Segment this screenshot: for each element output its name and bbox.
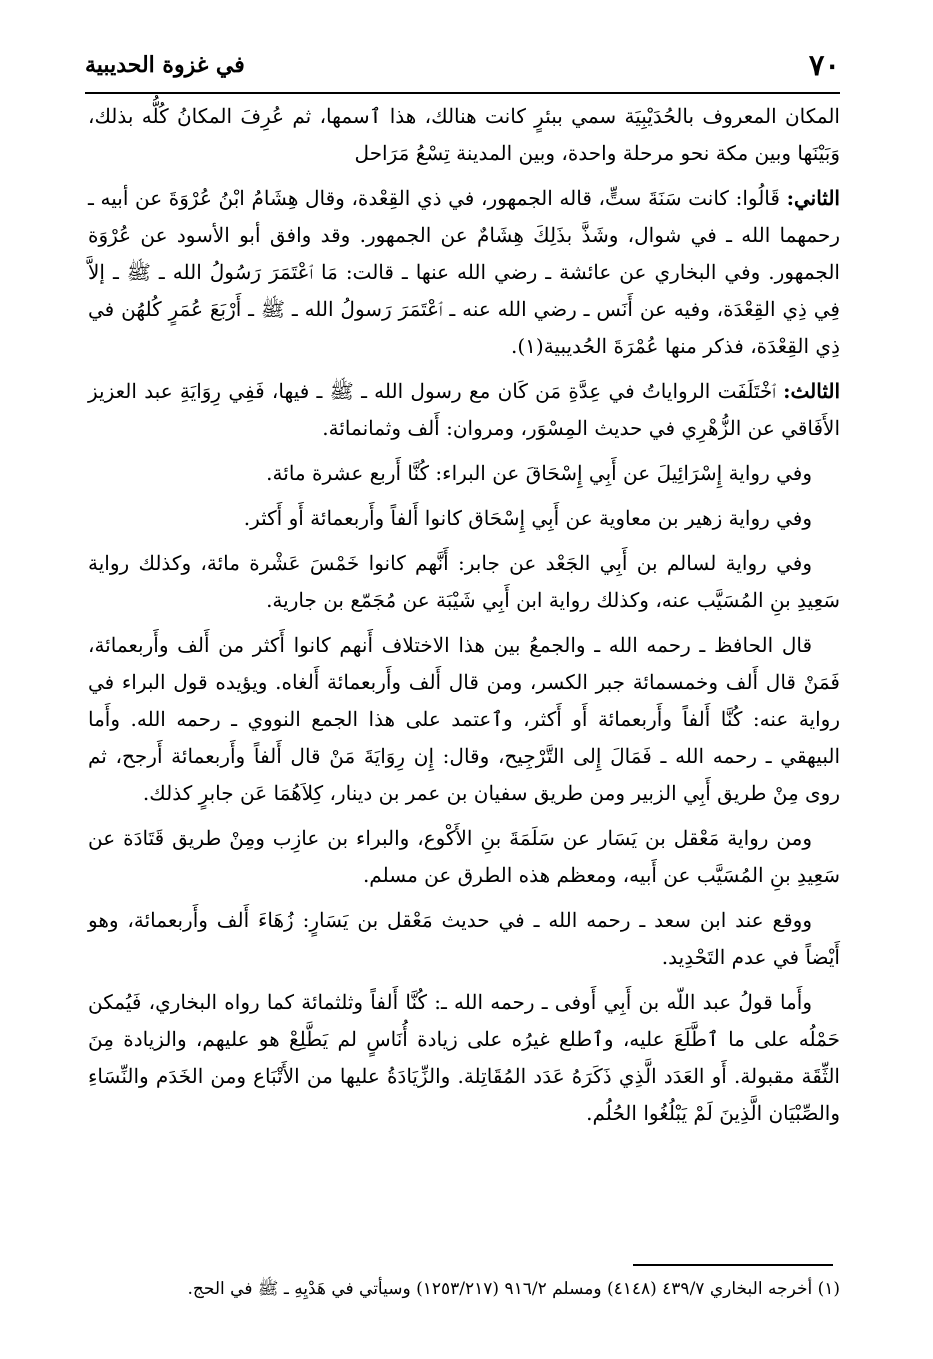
- paragraph-5: [88, 500, 840, 537]
- paragraph-text: وفي رواية زهير بن معاوية عن أَبِي إِسْحَاق كانوا أَلفاً وأَربعمائة أَو أَكثر.: [243, 506, 812, 530]
- paragraph-6: [88, 545, 840, 619]
- paragraph-text: المكان المعروف بالحُدَيْبِيَة سمي ببئرٍ كانت هنالك، هذا ٱسمها، ثم عُرِفَ المكانُ كُلُّه بذلك، وَبَيْنَها وبين مكة نحو مرحلة واحدة، وبين المدينة تِسْعُ مَرَاحل: [88, 104, 840, 165]
- paragraph-text: ووقع عند ابن سعد ـ رحمه الله ـ في حديث مَعْقل بن يَسَارٍ: زُهَاءَ أَلف وأَربعمائة، وهو أَيْضاً في عدم التَحْدِيد.: [88, 908, 840, 969]
- paragraph-9: [88, 902, 840, 976]
- paragraph-text: قال الحافظ ـ رحمه الله ـ والجمعُ بين هذا الاختلاف أَنهم كانوا أَكثر من أَلف وأَربعمائة، فَمَنْ قال أَلف وخمسمائة جبر الكسر، ومن قال أَلف وأَربعمائة أَلغاه. ويؤيده قول البراء في رواية عنه: كُنَّا أَلفاً وأَربعمائة أَو أَكثر، وٱعتمد على هذا الجمع النووي ـ رحمه الله. وأَما البيهقي ـ رحمه الله ـ فَمَالَ إِلى التَّرْجِيح، وقال: إِن رِوَايَةَ مَنْ قال أَلفاً وأَربعمائة أَرجح، ثم روى مِنْ طريق أَبِي الزبير ومن طريق سفيان بن عمر بن دينار، كِلاَهُمَا عَن جابرٍ كذلك.: [88, 633, 840, 805]
- paragraph-1: [88, 98, 840, 172]
- body-text: [88, 98, 840, 1140]
- paragraph-lead: الثالث:: [783, 379, 841, 403]
- paragraph-text: ٱخْتَلَفَت الرواياتُ في عِدَّةِ مَن كَان مع رسول الله ـ ﷺ ـ فيها، فَفِي رِوَايَةِ عبد العزيز الأَفَاقي عن الزُّهْرِي في حديث المِسْوَر، ومروان: أَلف وثمانمائة.: [88, 379, 840, 440]
- paragraph-text: وفي رواية إِسْرَائِيلَ عن أَبِي إِسْحَاقَ عن البراء: كُنَّا أَربع عشرة مائة.: [266, 461, 812, 485]
- paragraph-2: [88, 180, 840, 365]
- paragraph-text: ومن رواية مَعْقل بن يَسَار عن سَلَمَةَ بنِ الأَكْوع، والبراء بن عازِب ومِنْ طريق قَتَادَة عن سَعِيدِ بنِ المُسَيَّب عن أَبيه، ومعظم هذه الطرق عن مسلم.: [88, 826, 840, 887]
- paragraph-8: [88, 820, 840, 894]
- paragraph-4: [88, 455, 840, 492]
- running-title: في غزوة الحديبية: [85, 52, 245, 78]
- paragraph-lead: الثاني:: [786, 186, 840, 210]
- paragraph-10: [88, 984, 840, 1132]
- paragraph-text: وفي رواية لسالم بن أَبِي الجَعْد عن جابر: أَنَّهم كانوا خَمْسَ عَشْرة مائة، وكذلك رواية سَعِيدِ بنِ المُسَيَّب عنه، وكذلك رواية ابن أَبِي شَيْبَة عن مُجَمّع بن جارية.: [88, 551, 840, 612]
- page-header: [85, 42, 840, 94]
- paragraph-text: قَالُوا: كانت سَنَةَ ستٍّ، قاله الجمهور، في ذي القِعْدة، وقال هِشَامُ ابْنُ عُرْوَةَ عن أبيه ـ رحمهما الله ـ في شوال، وشَذَّ بذَلِكَ هِشَامٌ عن الجمهور. وقد وافق أبو الأسود عن عُرْوَة الجمهور. وفي البخاري عن عائشة ـ رضي الله عنها ـ قالت: مَا ٱعْتَمَرَ رَسُولُ الله ـ ﷺ ـ إلاَّ فِي ذِي القِعْدَة، وفيه عن أَنَس ـ رضي الله عنه ـ ٱعْتَمَرَ رَسولُ الله ـ ﷺ ـ أَرْبَعَ عُمَرٍ كُلهُن في ذِي القِعْدَة، فذكر منها عُمْرَةَ الحُديبية(١).: [88, 186, 840, 358]
- page-number: ٧٠: [808, 48, 840, 82]
- paragraph-text: وأَما قولُ عبد اللّه بن أَبِي أَوفى ـ رحمه الله ـ: كُنَّا أَلفاً وثلثمائة كما رواه البخاري، فَيُمكن حَمْلُه على ما ٱطَّلَعَ عليه، وٱطلع غيرُه على زيادة أُنَاسٍ لم يَطَّلِعْ هو عليهم، والزيادة مِنَ الثِّقَة مقبولة. أَو العَدَد الَّذِي ذَكَرَهُ عَدَد المُقَاتِلة. والزِّيَادَةُ عليها من الأَتْبَاع ومن الخَدَم والنِّسَاءِ والصِّبْيَان الَّذِينَ لَمْ يَبْلُغُوا الحُلُم.: [88, 990, 840, 1125]
- footnote-divider: [633, 1264, 833, 1266]
- paragraph-3: [88, 373, 840, 447]
- footnote: (١) أخرجه البخاري ٤٣٩/٧ (٤١٤٨) ومسلم ٩١٦/٢ (١٢٥٣/٢١٧) وسيأتي في هَدْيِهِ ـ ﷺ في الحج.: [187, 1279, 840, 1299]
- paragraph-7: [88, 627, 840, 812]
